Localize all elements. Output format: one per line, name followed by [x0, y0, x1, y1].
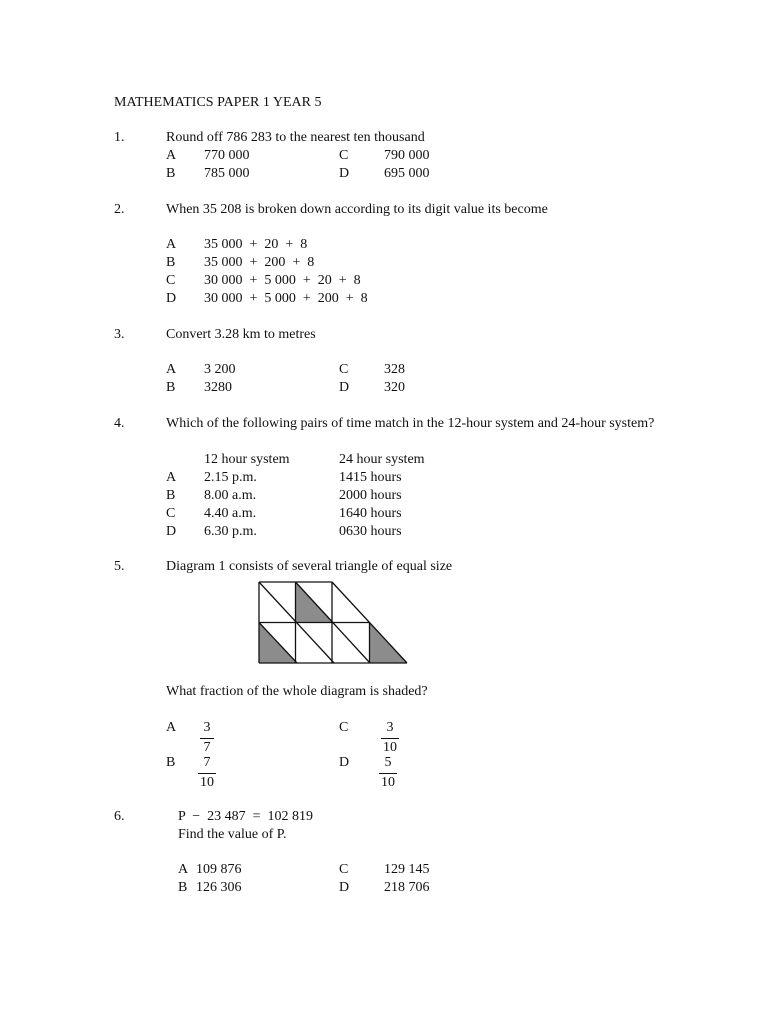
option-value: 35 000 + 20 + 8 [204, 237, 308, 252]
question-number: 1. [114, 130, 125, 145]
fraction-numerator: 5 [384, 755, 392, 770]
fraction-numerator: 3 [386, 720, 394, 735]
time-12h: 8.00 a.m. [204, 488, 257, 503]
option-letter: A [166, 148, 177, 163]
question-number: 4. [114, 416, 125, 431]
option-letter: C [339, 362, 349, 377]
option-letter: C [339, 862, 349, 877]
option-value: 3280 [204, 380, 232, 395]
option-fraction [381, 720, 399, 756]
option-letter: B [178, 880, 188, 895]
option-fraction [379, 755, 397, 791]
time-24h: 2000 hours [339, 488, 402, 503]
option-value: 3 200 [204, 362, 236, 377]
time-12h: 6.30 p.m. [204, 524, 257, 539]
question-number: 2. [114, 202, 125, 217]
time-12h: 4.40 a.m. [204, 506, 257, 521]
question-text: What fraction of the whole diagram is shaded? [166, 684, 428, 699]
fraction-denominator: 7 [200, 738, 214, 756]
question-text: Convert 3.28 km to metres [166, 327, 316, 342]
question-text: Find the value of P. [178, 827, 287, 842]
option-value: 126 306 [196, 880, 242, 895]
option-letter: D [339, 380, 350, 395]
time-24h: 1415 hours [339, 470, 402, 485]
option-value: 790 000 [384, 148, 430, 163]
question-text: When 35 208 is broken down according to its digit value its become [166, 202, 548, 217]
option-value: 328 [384, 362, 405, 377]
question-number: 3. [114, 327, 125, 342]
option-letter: C [166, 273, 176, 288]
option-letter: D [166, 291, 177, 306]
option-value: 320 [384, 380, 405, 395]
option-value: 770 000 [204, 148, 250, 163]
fraction-numerator: 3 [203, 720, 211, 735]
option-letter: B [166, 488, 176, 503]
column-header: 12 hour system [204, 452, 290, 467]
question-text: Diagram 1 consists of several triangle of equal size [166, 559, 453, 574]
option-value: 35 000 + 200 + 8 [204, 255, 315, 270]
option-value: 218 706 [384, 880, 430, 895]
page-title: MATHEMATICS PAPER 1 YEAR 5 [114, 95, 322, 110]
fraction-denominator: 10 [381, 775, 395, 790]
option-letter: A [166, 470, 177, 485]
option-letter: D [339, 880, 350, 895]
question-text: Round off 786 283 to the nearest ten thousand [166, 130, 425, 145]
option-fraction [198, 755, 216, 791]
option-letter: A [166, 362, 177, 377]
option-letter: B [166, 166, 176, 181]
question-number: 5. [114, 559, 125, 574]
option-letter: C [339, 148, 349, 163]
option-value: 695 000 [384, 166, 430, 181]
option-value: 785 000 [204, 166, 250, 181]
triangle-diagram [258, 581, 410, 667]
option-letter: B [166, 755, 176, 770]
option-value: 30 000 + 5 000 + 200 + 8 [204, 291, 368, 306]
fraction-denominator: 10 [383, 740, 397, 755]
option-value: 109 876 [196, 862, 242, 877]
option-letter: A [166, 237, 177, 252]
option-letter: C [166, 506, 176, 521]
option-fraction [200, 720, 214, 756]
option-letter: A [178, 862, 189, 877]
option-letter: D [339, 755, 350, 770]
option-letter: D [166, 524, 177, 539]
question-equation: P − 23 487 = 102 819 [178, 809, 314, 824]
time-24h: 1640 hours [339, 506, 402, 521]
column-header: 24 hour system [339, 452, 425, 467]
question-text: Which of the following pairs of time match in the 12-hour system and 24-hour system? [166, 416, 655, 431]
option-letter: D [339, 166, 350, 181]
question-number: 6. [114, 809, 125, 824]
time-24h: 0630 hours [339, 524, 402, 539]
option-letter: A [166, 720, 177, 735]
option-letter: C [339, 720, 349, 735]
option-letter: B [166, 380, 176, 395]
option-value: 129 145 [384, 862, 430, 877]
fraction-denominator: 10 [200, 775, 214, 790]
option-letter: B [166, 255, 176, 270]
fraction-numerator: 7 [203, 755, 211, 770]
option-value: 30 000 + 5 000 + 20 + 8 [204, 273, 361, 288]
time-12h: 2.15 p.m. [204, 470, 257, 485]
